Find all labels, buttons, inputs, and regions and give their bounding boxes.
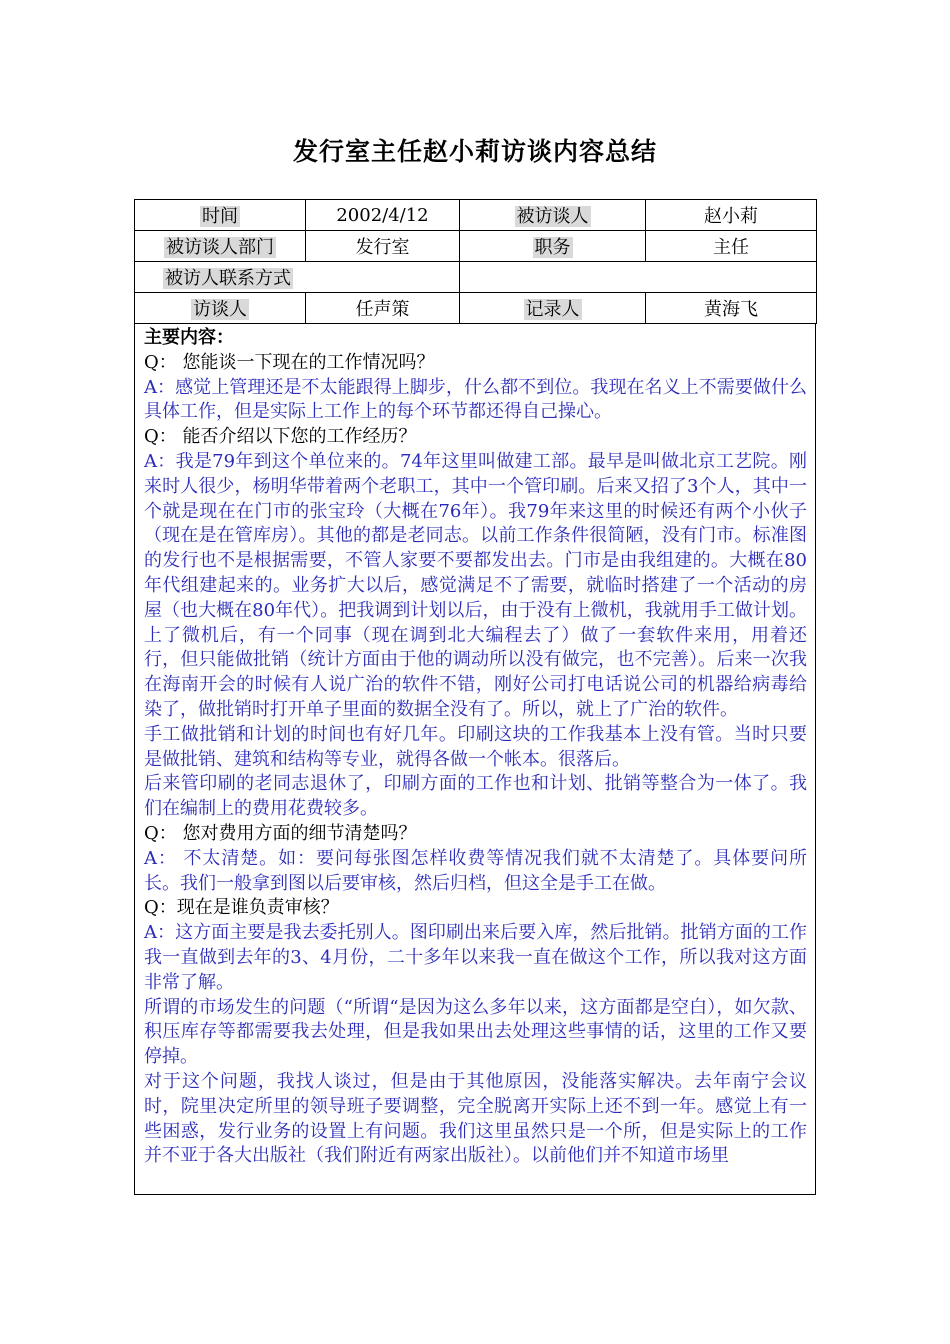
position-label: 职务 <box>534 237 571 258</box>
question-3: Q： 您对费用方面的细节清楚吗？ <box>144 822 417 844</box>
answer-4: A：这方面主要是我去委托别人。图印刷出来后要入库，然后批销。批销方面的工作我一直做到去年的3、4月份，二十多年以来我一直在做这个工作，所以我对这方面非常了解。 <box>144 922 807 993</box>
interviewee-label-cell <box>460 200 646 231</box>
time-label: 时间 <box>202 206 238 227</box>
answer-3: A： 不太清楚。如：要问每张图怎样收费等情况我们就不太清楚了。具体要问所长。我们一般拿到图以后要审核，然后归档，但这全是手工在做。 <box>144 847 807 894</box>
content-heading: 主要内容： <box>144 327 234 348</box>
table-row <box>135 262 817 293</box>
position-value: 主任 <box>646 231 817 262</box>
dept-label: 被访谈人部门 <box>166 237 274 258</box>
interviewer-value: 任声策 <box>306 293 460 324</box>
question-2: Q： 能否介绍以下您的工作经历？ <box>144 426 417 448</box>
answer-4-cont-2: 对于这个问题，我找人谈过，但是由于其他原因，没能落实解决。去年南宁会议时，院里决定所里的领导班子要调整，完全脱离开实际上还不到一年。感觉上有一些困惑，发行业务的设置上有问题。我们这里虽然只是一个所，但是实际上的工作并不亚于各大出版社（我们附近有两家出版社）。以前他们并不知道市场里 <box>144 1070 807 1167</box>
dept-label-cell <box>135 231 306 262</box>
answer-2-cont-1: 手工做批销和计划的时间也有好几年。印刷这块的工作我基本上没有管。当时只要是做批销、建筑和结构等专业，就得各做一个帐本。很落后。 <box>144 723 807 770</box>
recorder-label-cell <box>460 293 646 324</box>
interview-info-table <box>134 199 817 324</box>
contact-label-cell <box>135 262 460 293</box>
interviewee-label: 被访谈人 <box>516 206 589 227</box>
recorder-label: 记录人 <box>525 299 580 320</box>
time-label-cell <box>135 200 306 231</box>
answer-2: A：我是79年到这个单位来的。74年这里叫做建工部。最早是叫做北京工艺院。刚来时人很少，杨明华带着两个老职工，其中一个管印刷。后来又招了3个人，其中一个就是现在在门市的张宝玲（大概在76年）。我79年来这里的时候还有两个小伙子（现在是在管库房）。其他的都是老同志。以前工作条件很简陋，没有门市。标准图的发行也不是根据需要，不管人家要不要都发出去。门市是由我组建的。大概在80年代组建起来的。业务扩大以后，感觉满足不了需要，就临时搭建了一个活动的房屋（也大概在80年代）。把我调到计划以后，由于没有上微机，我就用手工做计划。上了微机后，有一个同事（现在调到北大编程去了）做了一套软件来用，用着还行，但只能做批销（统计方面由于他的调动所以没有做完，也不完善）。后来一次我在海南开会的时候有人说广治的软件不错，刚好公司打电话说公司的机器给病毒给染了，做批销时打开单子里面的数据全没有了。所以，就上了广治的软件。 <box>144 450 807 720</box>
contact-value <box>460 262 817 293</box>
table-row <box>135 231 817 262</box>
position-label-cell <box>460 231 646 262</box>
page-title: 发行室主任赵小莉访谈内容总结 <box>292 137 657 166</box>
dept-value: 发行室 <box>306 231 460 262</box>
question-4: Q：现在是谁负责审核？ <box>144 897 339 919</box>
interviewee-value: 赵小莉 <box>646 200 817 231</box>
contact-label: 被访人联系方式 <box>165 268 291 289</box>
recorder-value: 黄海飞 <box>646 293 817 324</box>
answer-1: A：感觉上管理还是不太能跟得上脚步，什么都不到位。我现在名义上不需要做什么具体工作，但是实际上工作上的每个环节都还得自己操心。 <box>144 376 807 423</box>
interviewer-label: 访谈人 <box>193 299 247 320</box>
main-content <box>134 323 816 1195</box>
answer-2-cont-2: 后来管印刷的老同志退休了，印刷方面的工作也和计划、批销等整合为一体了。我们在编制上的费用花费较多。 <box>144 773 807 820</box>
time-value: 2002/4/12 <box>306 200 460 231</box>
question-1: Q： 您能谈一下现在的工作情况吗？ <box>144 351 435 373</box>
table-row <box>135 293 817 324</box>
answer-4-cont-1: 所谓的市场发生的问题（“所谓“是因为这么多年以来，这方面都是空白），如欠款、积压库存等都需要我去处理，但是我如果出去处理这些事情的话，这里的工作又要停掉。 <box>144 996 807 1068</box>
interviewer-label-cell <box>135 293 306 324</box>
table-row <box>135 200 817 231</box>
